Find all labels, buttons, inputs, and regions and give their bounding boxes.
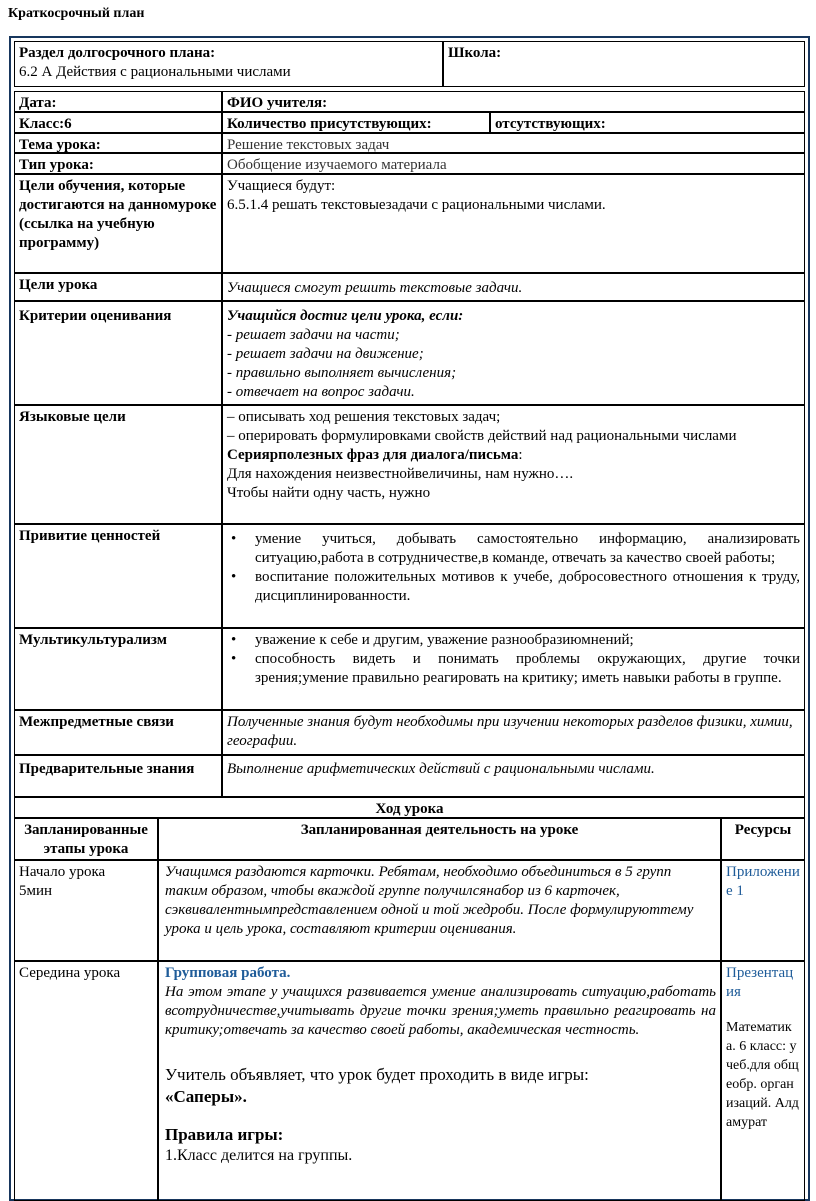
teacher-label: ФИО учителя: [227,95,328,111]
topic-label: Тема урока: [19,137,101,153]
mid-stage-cell [14,961,158,1201]
lang-label: Языковые цели [19,409,126,425]
goals-line-2: 6.5.1.4 решать текстовыезадачи с рациональными числами. [227,197,606,213]
criteria-item: - отвечает на вопрос задачи. [227,384,415,400]
mid-resource-link[interactable]: Презентация [726,965,794,1000]
values-value-cell [222,524,805,628]
mid-activity-cell [158,961,721,1201]
school-label: Школа: [448,45,502,61]
values-label: Привитие ценностей [19,528,161,544]
prior-label: Предварительные знания [19,761,195,777]
multi-label-cell [14,628,222,710]
lang-value-cell [222,405,805,524]
criteria-item: - решает задачи на части; [227,327,400,343]
course-title-cell [14,797,805,818]
document-title: Краткосрочный план [8,6,145,21]
date-cell [14,91,222,112]
lesson-goals-value: Учащиеся смогут решить текстовые задачи. [227,280,523,296]
values-item: • умение учиться, добывать самостоятельно информацию, анализировать ситуацию,работа в сотрудничестве,в команде, отвечать за качество своей работы; [253,530,800,568]
multi-item: • способность видеть и понимать проблемы окружающих, другие точки зрения;умение правильно реагировать на критику; иметь навыки работы в группе. [253,650,800,688]
criteria-item: - решает задачи на движение; [227,346,424,362]
prior-label-cell [14,755,222,797]
topic-value: Решение текстовых задач [227,137,390,153]
school-cell [443,41,805,87]
col-resources-label: Ресурсы [734,822,792,838]
type-value-cell [222,153,805,174]
type-label-cell [14,153,222,174]
absent-cell [490,112,805,133]
type-label: Тип урока: [19,157,94,173]
col-activity-header [158,818,721,860]
lesson-goals-label: Цели урока [19,277,98,293]
criteria-item: - правильно выполняет вычисления; [227,365,457,381]
values-item: • воспитание положительных мотивов к учебе, добросовестного отношения к труду, дисциплинированности. [253,568,800,606]
teacher-cell [222,91,805,112]
section-cell [14,41,443,87]
inter-value-cell [222,710,805,755]
class-label: Класс:6 [19,116,72,132]
lang-phrases-colon: : [518,447,523,463]
section-value: 6.2 А Действия с рациональными числами [19,64,291,80]
col-stages-header [14,818,158,860]
start-activity-cell [158,860,721,961]
inter-label: Межпредметные связи [19,714,174,730]
course-title: Ход урока [375,801,444,817]
mid-teacher: Учитель объявляет, что урок будет проходить в виде игры: [165,1065,589,1084]
goals-value-cell [222,174,805,273]
mid-res-cell [721,961,805,1201]
prior-value: Выполнение арифметических действий с рациональными числами. [227,761,655,777]
date-label: Дата: [19,95,57,111]
mid-resource-book: Математика. 6 класс: учеб.для общеобр. организаций. Алдамурат [726,1020,799,1130]
col-resources-header [721,818,805,860]
start-res-cell [721,860,805,961]
lesson-goals-value-cell [222,273,805,301]
mid-text: На этом этапе у учащихся развивается умение анализировать ситуацию,работать всотрудничестве,учитывать другие точки зрения;уметь правильно реагировать на критику;отвечать за качество своей работы, академическая честность. [165,984,716,1038]
lang-line-4: Чтобы найти одну часть, нужно [227,485,431,501]
rules-head: Правила игры: [165,1125,284,1144]
topic-label-cell [14,133,222,153]
absent-label: отсутствующих: [495,116,606,132]
lang-line-1: – описывать ход решения текстовых задач; [227,409,501,425]
prior-value-cell [222,755,805,797]
start-text: Учащимся раздаются карточки. Ребятам, необходимо объединиться в 5 групп таким образом, чтобы вкаждой группе получилсянабор из 6 карточек, сэквивалентнымпредставлением одной и той жедроби. После формулируюттему урока и цель урока, составляют критерии оценивания. [165,864,694,937]
values-label-cell [14,524,222,628]
section-label: Раздел долгосрочного плана: [19,45,216,61]
mid-head: Групповая работа. [165,965,291,981]
lesson-goals-label-cell [14,273,222,301]
start-stage-cell [14,860,158,961]
present-label: Количество присутствующих: [227,116,432,132]
lang-phrases-head: Сериярполезных фраз для диалога/письма [227,447,519,463]
start-stage: Начало урока [19,864,106,880]
goals-label-cell [14,174,222,273]
start-time: 5мин [19,883,53,899]
lang-line-3: Для нахождения неизвестнойвеличины, нам нужно…. [227,466,574,482]
class-cell [14,112,222,133]
multi-value-cell [222,628,805,710]
mid-game: «Саперы». [165,1087,247,1106]
criteria-label-cell [14,301,222,405]
col-activity-label: Запланированная деятельность на уроке [300,822,579,838]
goals-label: Цели обучения, которые достигаются на данномуроке (ссылка на учебную программу) [19,178,217,251]
topic-value-cell [222,133,805,153]
inter-label-cell [14,710,222,755]
goals-line-1: Учащиеся будут: [227,178,336,194]
criteria-head: Учащийся достиг цели урока, если: [227,308,464,324]
criteria-value-cell [222,301,805,405]
inter-value: Полученные знания будут необходимы при изучении некоторых разделов физики, химии, географии. [227,714,793,749]
start-resource-link[interactable]: Приложение 1 [726,864,800,899]
type-value: Обобщение изучаемого материала [227,157,447,173]
rules-1: 1.Класс делится на группы. [165,1147,353,1164]
lang-label-cell [14,405,222,524]
multi-label: Мультикультурализм [19,632,167,648]
multi-item: • уважение к себе и другим, уважение разнообразиюмнений; [253,631,800,650]
lang-line-2: – оперировать формулировками свойств действий над рациональными числами [227,428,737,444]
present-cell [222,112,490,133]
col-stages-label: Запланированные этапы урока [24,822,148,857]
criteria-label: Критерии оценивания [19,308,172,324]
mid-stage: Середина урока [19,965,121,981]
